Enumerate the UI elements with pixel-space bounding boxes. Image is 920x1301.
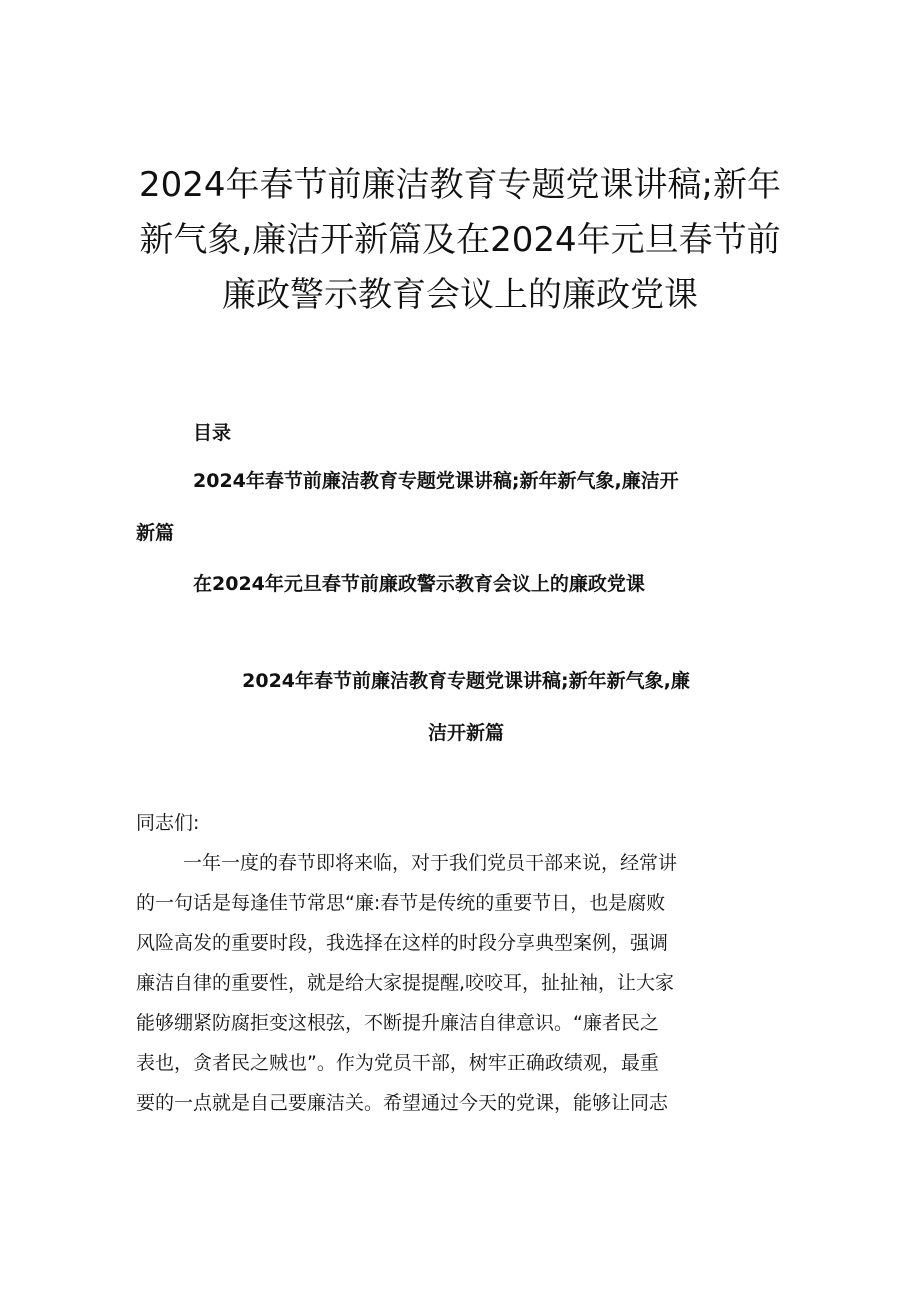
title-line-1: 2024年春节前廉洁教育专题党课讲稿;新年 (139, 165, 781, 205)
title-line-3: 廉政警示教育会议上的廉政党课 (222, 275, 698, 315)
body-line-3: 风险高发的重要时段，我选择在这样的时段分享典型案例，强调 (136, 932, 669, 954)
body-line-6: 表也，贪者民之贼也”。作为党员干部，树牢正确政绩观，最重 (136, 1052, 659, 1074)
body-line-4: 廉洁自律的重要性，就是给大家提提醒,咬咬耳，扯扯袖，让大家 (136, 972, 675, 994)
toc-heading: 目录 (193, 422, 232, 444)
section-title (136, 655, 796, 759)
body-line-2: 的一句话是每逢佳节常思“廉:春节是传统的重要节日，也是腐败 (136, 892, 666, 914)
document-title (115, 158, 805, 323)
title-line-2: 新气象,廉洁开新篇及在2024年元旦春节前 (139, 220, 781, 260)
body-line-1: 一年一度的春节即将来临，对于我们党员干部来说，经常讲 (183, 852, 678, 874)
body-paragraph (136, 843, 796, 1123)
toc-item-2[interactable]: 在2024年元旦春节前廉政警示教育会议上的廉政党课 (193, 573, 645, 595)
body-line-5: 能够绷紧防腐拒变这根弦，不断提升廉洁自律意识。“廉者民之 (136, 1012, 659, 1034)
section-title-line-2: 洁开新篇 (427, 722, 504, 744)
toc-item-1-line-1: 2024年春节前廉洁教育专题党课讲稿;新年新气象,廉洁开 (193, 470, 679, 492)
section-title-line-1: 2024年春节前廉洁教育专题党课讲稿;新年新气象,廉 (242, 670, 690, 692)
toc-item-1-line-2: 新篇 (136, 522, 175, 544)
body-line-7: 要的一点就是自己要廉洁关。希望通过今天的党课，能够让同志 (136, 1092, 669, 1114)
greeting: 同志们: (136, 812, 200, 834)
toc-item-1[interactable] (136, 455, 796, 559)
